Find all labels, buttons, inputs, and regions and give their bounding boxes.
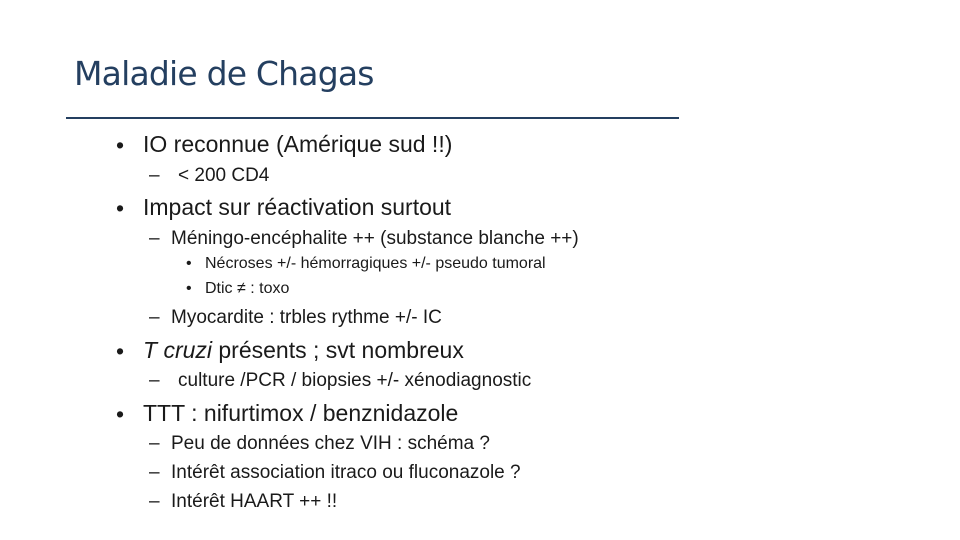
subbullet-interet-haart: Intérêt HAART ++ !! <box>171 491 338 512</box>
subbullet-peu-de-donnees: Peu de données chez VIH : schéma ? <box>171 433 490 454</box>
dash-marker: – <box>149 462 160 483</box>
dash-marker: – <box>149 165 160 186</box>
subsubbullet-dtic: Dtic ≠ : toxo <box>205 280 290 297</box>
bullet-marker: • <box>116 338 125 364</box>
bullet-t-cruzi-text: présents ; svt nombreux <box>212 337 464 363</box>
bullet-marker: • <box>116 401 125 427</box>
dash-marker: – <box>149 370 160 391</box>
dash-marker: – <box>149 433 160 454</box>
bullet-marker: • <box>186 280 192 297</box>
bullet-marker: • <box>116 132 125 158</box>
dash-marker: – <box>149 491 160 512</box>
subbullet-myocardite: Myocardite : trbles rythme +/- IC <box>171 307 442 328</box>
bullet-marker: • <box>116 195 125 221</box>
bullet-t-cruzi <box>143 339 464 362</box>
subbullet-interet-association: Intérêt association itraco ou fluconazole ? <box>171 462 521 483</box>
dash-marker: – <box>149 228 160 249</box>
subbullet-cd4: < 200 CD4 <box>178 165 270 186</box>
dash-marker: – <box>149 307 160 328</box>
bullet-marker: • <box>186 255 192 272</box>
subsubbullet-necroses: Nécroses +/- hémorragiques +/- pseudo tumoral <box>205 255 546 272</box>
bullet-impact-reactivation: Impact sur réactivation surtout <box>143 194 452 220</box>
slide-title: Maladie de Chagas <box>74 54 374 93</box>
bullet-io-reconnue: IO reconnue (Amérique sud !!) <box>143 131 453 157</box>
subbullet-meningo-encephalite: Méningo-encéphalite ++ (substance blanche ++) <box>171 228 579 249</box>
subbullet-culture-pcr: culture /PCR / biopsies +/- xénodiagnostic <box>178 370 532 391</box>
species-name: T cruzi <box>143 337 212 363</box>
bullet-ttt: TTT : nifurtimox / benznidazole <box>143 400 459 426</box>
